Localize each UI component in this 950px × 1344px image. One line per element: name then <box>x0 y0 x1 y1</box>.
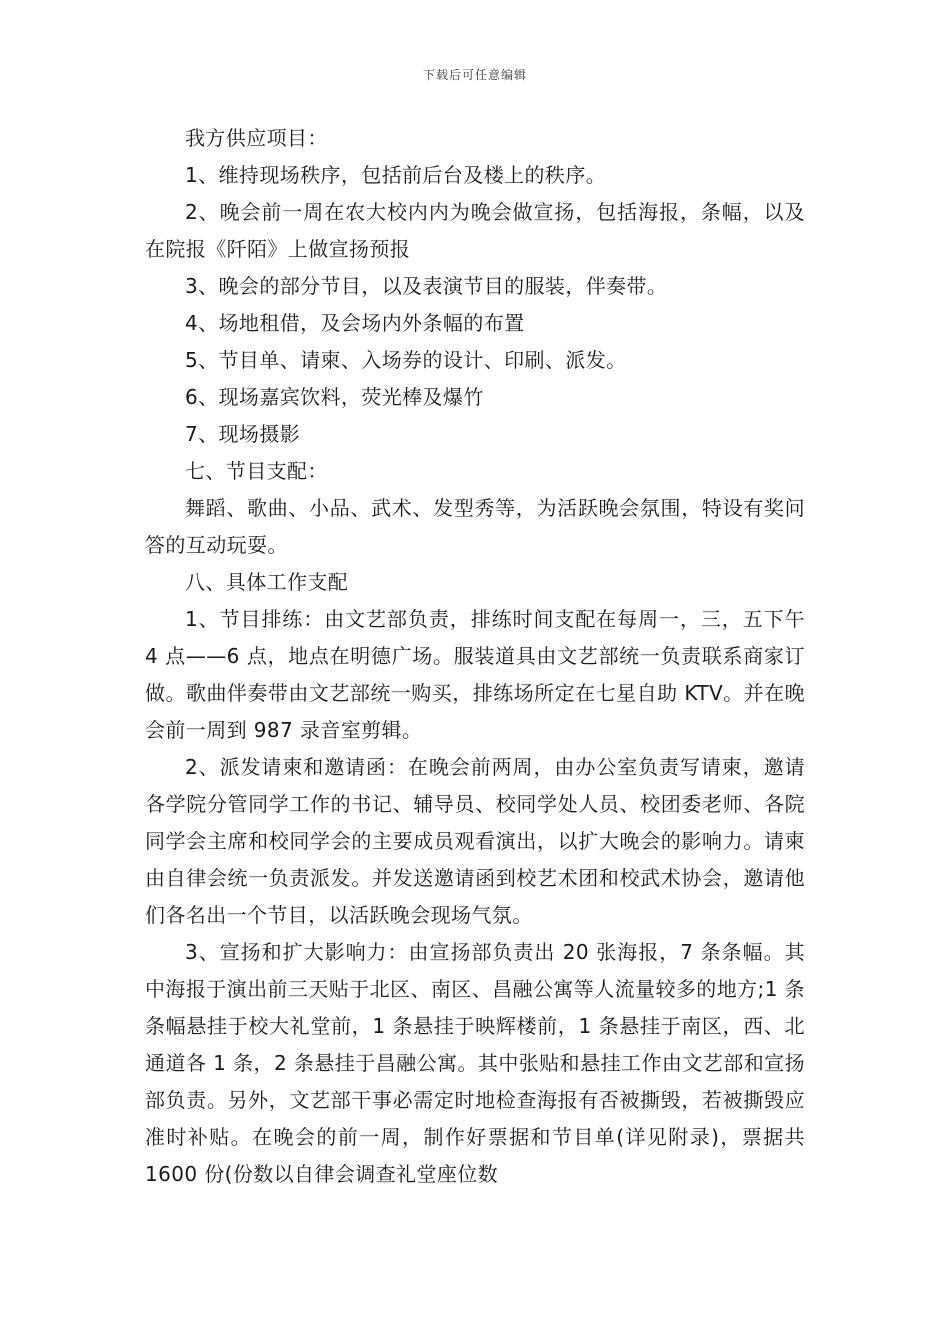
paragraph-work-2: 2、派发请柬和邀请函：在晚会前两周，由办公室负责写请柬，邀请各学院分管同学工作的书记、辅导员、校同学处人员、校团委老师、各院同学会主席和校同学会的主要成员观看演出，以扩大晚会的影响力。请柬由自律会统一负责派发。并发送邀请函到校艺术团和校武术协会，邀请他们各名出一个节目，以活跃晚会现场气氛。 <box>145 755 805 927</box>
paragraph-item-1: 1、维持现场秩序，包括前后台及楼上的秩序。 <box>185 163 607 187</box>
paragraph-item-7: 7、现场摄影 <box>185 422 301 446</box>
header-note: 下载后可任意编辑 <box>422 68 527 82</box>
paragraph-work-3: 3、宣扬和扩大影响力：由宣扬部负责出 20 张海报，7 条条幅。其中海报于演出前三天贴于北区、南区、昌融公寓等人流量较多的地方;1 条条幅悬挂于校大礼堂前，1 条悬挂于映辉楼前，1 条悬挂于南区，西、北通道各 1 条，2 条悬挂于昌融公寓。其中张贴和悬挂工作由文艺部和宣扬部负责。另外，文艺部干事必需定时地检查海报有否被撕毁，若被撕毁应准时补贴。在晚会的前一周，制作好票据和节目单(详见附录)，票据共 1600 份(份数以自律会调查礼堂座位数 <box>145 940 805 1186</box>
paragraph-program-body: 舞蹈、歌曲、小品、武术、发型秀等，为活跃晚会氛围，特设有奖问答的互动玩耍。 <box>145 496 805 557</box>
section-heading-work: 八、具体工作支配 <box>185 570 349 594</box>
paragraph-work-1: 1、节目排练：由文艺部负责，排练时间支配在每周一，三，五下午 4 点——6 点，地点在明德广场。服装道具由文艺部统一负责联系商家订做。歌曲伴奏带由文艺部统一购买，排练场所定在七星自助 KTV。并在晚会前一周到 987 录音室剪辑。 <box>145 607 805 742</box>
paragraph-item-2: 2、晚会前一周在农大校内内为晚会做宣扬，包括海报，条幅，以及在院报《阡陌》上做宣扬预报 <box>145 200 805 261</box>
document-body <box>145 120 805 1193</box>
section-heading-program: 七、节目支配： <box>185 459 328 483</box>
paragraph-item-5: 5、节目单、请柬、入场券的设计、印刷、派发。 <box>185 348 627 372</box>
paragraph-item-6: 6、现场嘉宾饮料，荧光棒及爆竹 <box>185 385 484 409</box>
paragraph-item-3: 3、晚会的部分节目，以及表演节目的服装，伴奏带。 <box>185 274 668 298</box>
paragraph-supply-heading: 我方供应项目： <box>185 126 328 150</box>
paragraph-item-4: 4、场地租借，及会场内外条幅的布置 <box>185 311 525 335</box>
